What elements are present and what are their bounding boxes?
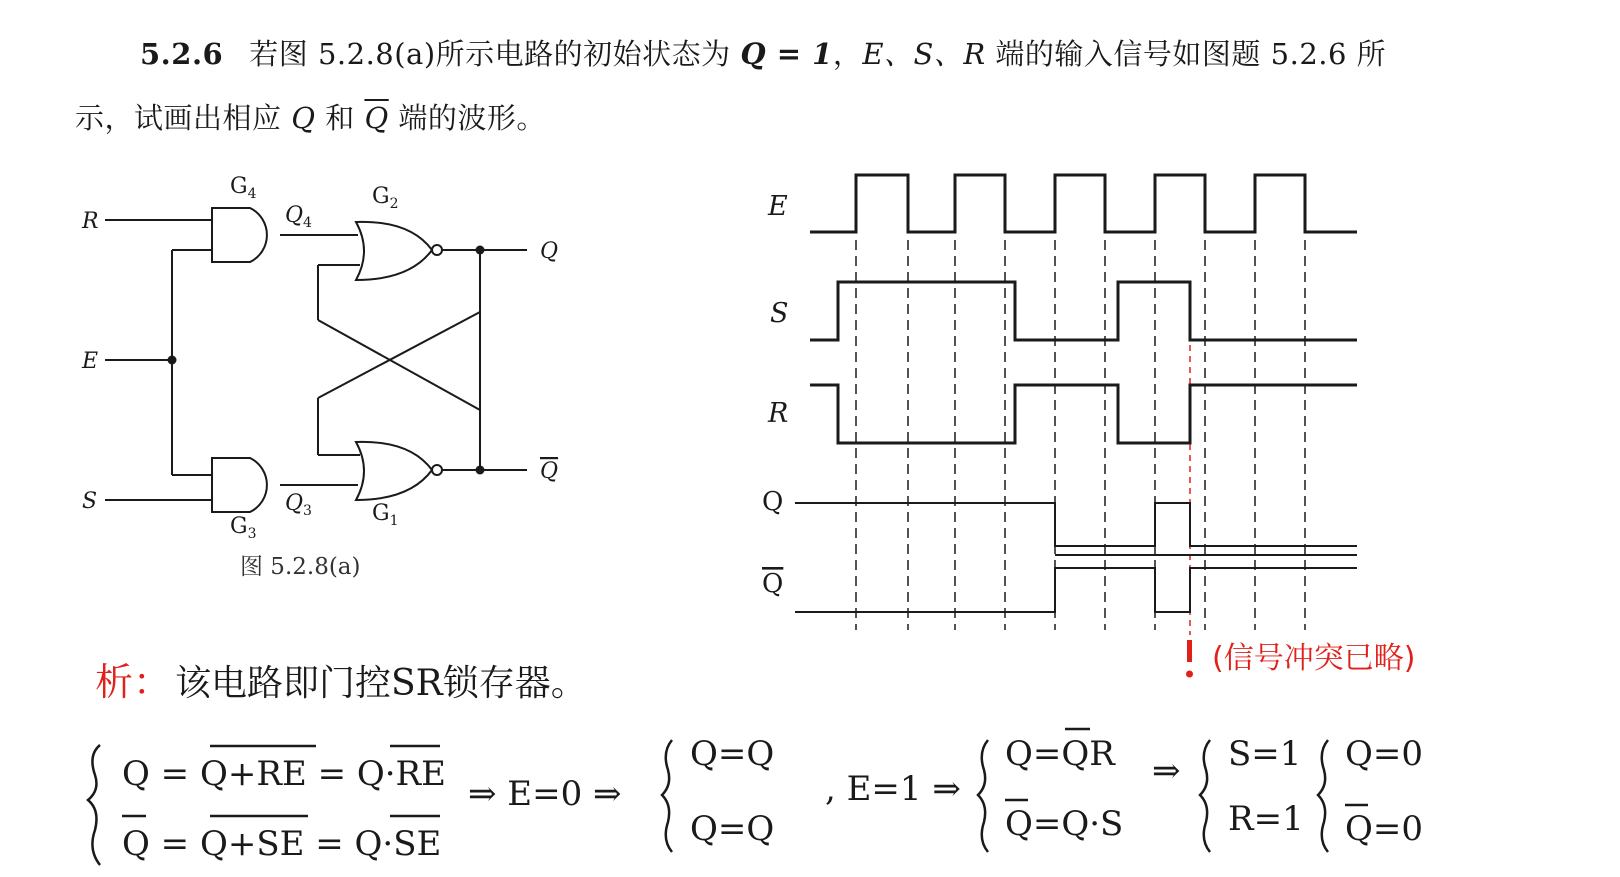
label-g4: $G_4$ — [230, 174, 257, 202]
label-q: Q — [540, 239, 559, 264]
figure-caption: 图 5.2.8(a) — [240, 554, 361, 580]
problem-number: 5.2.6 — [140, 37, 224, 71]
label-qbar: Q — [540, 459, 559, 484]
label-g1: $G_1$ — [372, 501, 399, 529]
label-r: R — [82, 209, 99, 234]
problem-line-2: 示，试画出相应 Q 和 $\overline{Q}$ 端的波形。 — [75, 101, 546, 135]
problem-line-1: 5.2.6 若图 5.2.8(a)所示电路的初始状态为 Q = 1，E、S、R 端的输入信号如图题 5.2.6 所 — [140, 37, 1387, 71]
wave-label-r: R — [768, 398, 789, 429]
e1-qbar: Q=Q·S — [1005, 804, 1124, 844]
label-g2: $G_2$ — [372, 184, 399, 212]
label-s: S — [82, 489, 98, 514]
wave-label-q: Q — [762, 487, 784, 517]
brace-result — [1318, 740, 1328, 852]
wave-label-qbar: Q — [762, 569, 784, 599]
result-q: Q=0 — [1345, 734, 1423, 774]
eq-q: Q = Q+RE = Q·RE — [122, 754, 446, 794]
case-e1: , E=1 ⇒ — [825, 769, 961, 809]
label-q4: $Q_4$ — [285, 203, 312, 231]
brace-e0 — [662, 740, 672, 852]
analysis-label: 析： — [95, 660, 172, 704]
wave-label-e: E — [768, 191, 788, 222]
red-note: (信号冲突已略) — [1212, 641, 1416, 676]
result-qbar: Q=0 — [1345, 809, 1423, 849]
wave-label-s: S — [770, 298, 789, 329]
arrow-implies: ⇒ — [1152, 751, 1181, 791]
e0-q: Q=Q — [690, 734, 775, 774]
brace-main — [88, 745, 100, 865]
cond-s1: S=1 — [1228, 734, 1302, 774]
analysis-text: 该电路即门控SR锁存器。 — [175, 663, 587, 704]
e0-qbar: Q=Q — [690, 809, 775, 849]
e1-q: Q=QR — [1005, 734, 1115, 774]
label-g3: $G_3$ — [230, 514, 257, 542]
case-e0: ⇒ E=0 ⇒ — [468, 774, 622, 814]
label-q3: $Q_3$ — [285, 491, 312, 519]
eq-qbar: Q = Q+SE = Q·SE — [122, 824, 442, 864]
brace-cond — [1200, 740, 1210, 852]
cond-r1: R=1 — [1228, 799, 1304, 839]
label-e: E — [82, 349, 99, 374]
brace-e1 — [978, 740, 988, 852]
